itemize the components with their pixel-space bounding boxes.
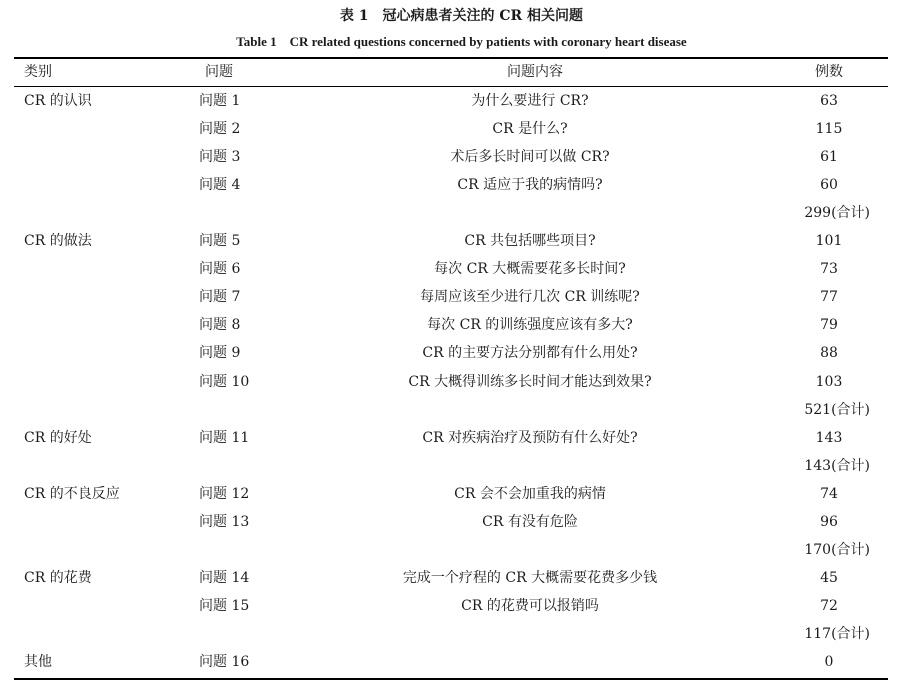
content-cell: 术后多长时间可以做 CR?	[450, 149, 610, 166]
question-cell: 问题 7	[199, 289, 241, 306]
table-header	[0, 59, 923, 86]
subtotal-cell: 521(合计)	[804, 401, 870, 418]
content-cell: 为什么要进行 CR?	[471, 93, 589, 109]
count-cell: 96	[820, 513, 838, 530]
count-cell: 88	[820, 345, 838, 362]
content-cell: CR 的主要方法分别都有什么用处?	[422, 345, 638, 362]
subtotal-row	[0, 396, 923, 424]
question-cell: 问题 12	[199, 485, 250, 502]
category-cell: CR 的好处	[24, 429, 92, 446]
question-cell: 问题 5	[199, 233, 241, 250]
question-cell: 问题 14	[199, 569, 250, 586]
question-cell: 问题 4	[199, 177, 241, 194]
subtotal-cell: 117(合计)	[804, 625, 870, 642]
count-cell: 101	[815, 233, 843, 250]
count-cell: 73	[820, 261, 838, 278]
table-row	[0, 227, 923, 255]
table-row	[0, 564, 923, 592]
content-cell: 每次 CR 的训练强度应该有多大?	[427, 317, 633, 334]
content-cell: CR 有没有危险	[482, 513, 578, 530]
table-row	[0, 339, 923, 367]
count-cell: 63	[820, 93, 838, 109]
count-cell: 143	[815, 429, 843, 446]
subtotal-cell: 170(合计)	[804, 541, 870, 558]
subtotal-cell: 143(合计)	[804, 457, 870, 474]
table-row	[0, 283, 923, 311]
count-cell: 61	[820, 149, 838, 166]
table-row	[0, 115, 923, 143]
table-title-cn: 表 1 冠心病患者关注的 CR 相关问题	[339, 8, 584, 24]
table-row	[0, 592, 923, 620]
question-cell: 问题 6	[199, 261, 241, 278]
table-row	[0, 508, 923, 536]
question-cell: 问题 10	[199, 373, 250, 390]
count-cell: 74	[820, 485, 838, 502]
header-content: 问题内容	[507, 64, 563, 80]
question-cell: 问题 1	[199, 93, 241, 109]
table-row	[0, 255, 923, 283]
count-cell: 45	[820, 569, 838, 586]
content-cell: CR 大概得训练多长时间才能达到效果?	[408, 373, 652, 390]
count-cell: 72	[820, 597, 838, 614]
table-row	[0, 648, 923, 676]
content-cell: CR 对疾病治疗及预防有什么好处?	[422, 429, 638, 446]
table-title-en: Table 1 CR related questions concerned by patients with coronary heart disease	[236, 34, 687, 49]
bottom-rule	[14, 678, 888, 680]
count-cell: 115	[815, 121, 843, 138]
table-row	[0, 424, 923, 452]
content-cell: 完成一个疗程的 CR 大概需要花费多少钱	[402, 569, 658, 586]
question-cell: 问题 11	[199, 429, 250, 446]
question-cell: 问题 3	[199, 149, 241, 166]
category-cell: CR 的做法	[24, 233, 92, 250]
content-cell: CR 共包括哪些项目?	[464, 233, 596, 250]
question-cell: 问题 15	[199, 597, 250, 614]
category-cell: CR 的认识	[24, 93, 92, 109]
content-cell: CR 适应于我的病情吗?	[457, 177, 603, 194]
content-cell: 每周应该至少进行几次 CR 训练呢?	[420, 289, 640, 306]
count-cell: 77	[820, 289, 838, 306]
subtotal-cell: 299(合计)	[804, 205, 870, 222]
table-row	[0, 87, 923, 115]
subtotal-row	[0, 452, 923, 480]
count-cell: 60	[820, 177, 838, 194]
category-cell: CR 的不良反应	[24, 485, 120, 502]
header-question: 问题	[205, 64, 233, 80]
content-cell: CR 是什么?	[492, 121, 568, 138]
content-cell: 每次 CR 大概需要花多长时间?	[434, 261, 626, 278]
question-cell: 问题 9	[199, 345, 241, 362]
content-cell: CR 会不会加重我的病情	[454, 485, 606, 502]
table-row	[0, 143, 923, 171]
question-cell: 问题 16	[199, 654, 250, 670]
category-cell: CR 的花费	[24, 569, 92, 586]
subtotal-row	[0, 620, 923, 648]
header-category: 类别	[24, 64, 52, 80]
subtotal-row	[0, 199, 923, 227]
count-cell: 103	[815, 373, 843, 390]
count-cell: 0	[824, 654, 834, 670]
table-row	[0, 368, 923, 396]
question-cell: 问题 2	[199, 121, 241, 138]
content-cell: CR 的花费可以报销吗	[461, 597, 599, 614]
table-row	[0, 480, 923, 508]
table-row	[0, 311, 923, 339]
question-cell: 问题 13	[199, 513, 250, 530]
question-cell: 问题 8	[199, 317, 241, 334]
count-cell: 79	[820, 317, 838, 334]
header-count: 例数	[815, 64, 843, 80]
category-cell: 其他	[24, 654, 52, 670]
subtotal-row	[0, 536, 923, 564]
table-row	[0, 171, 923, 199]
